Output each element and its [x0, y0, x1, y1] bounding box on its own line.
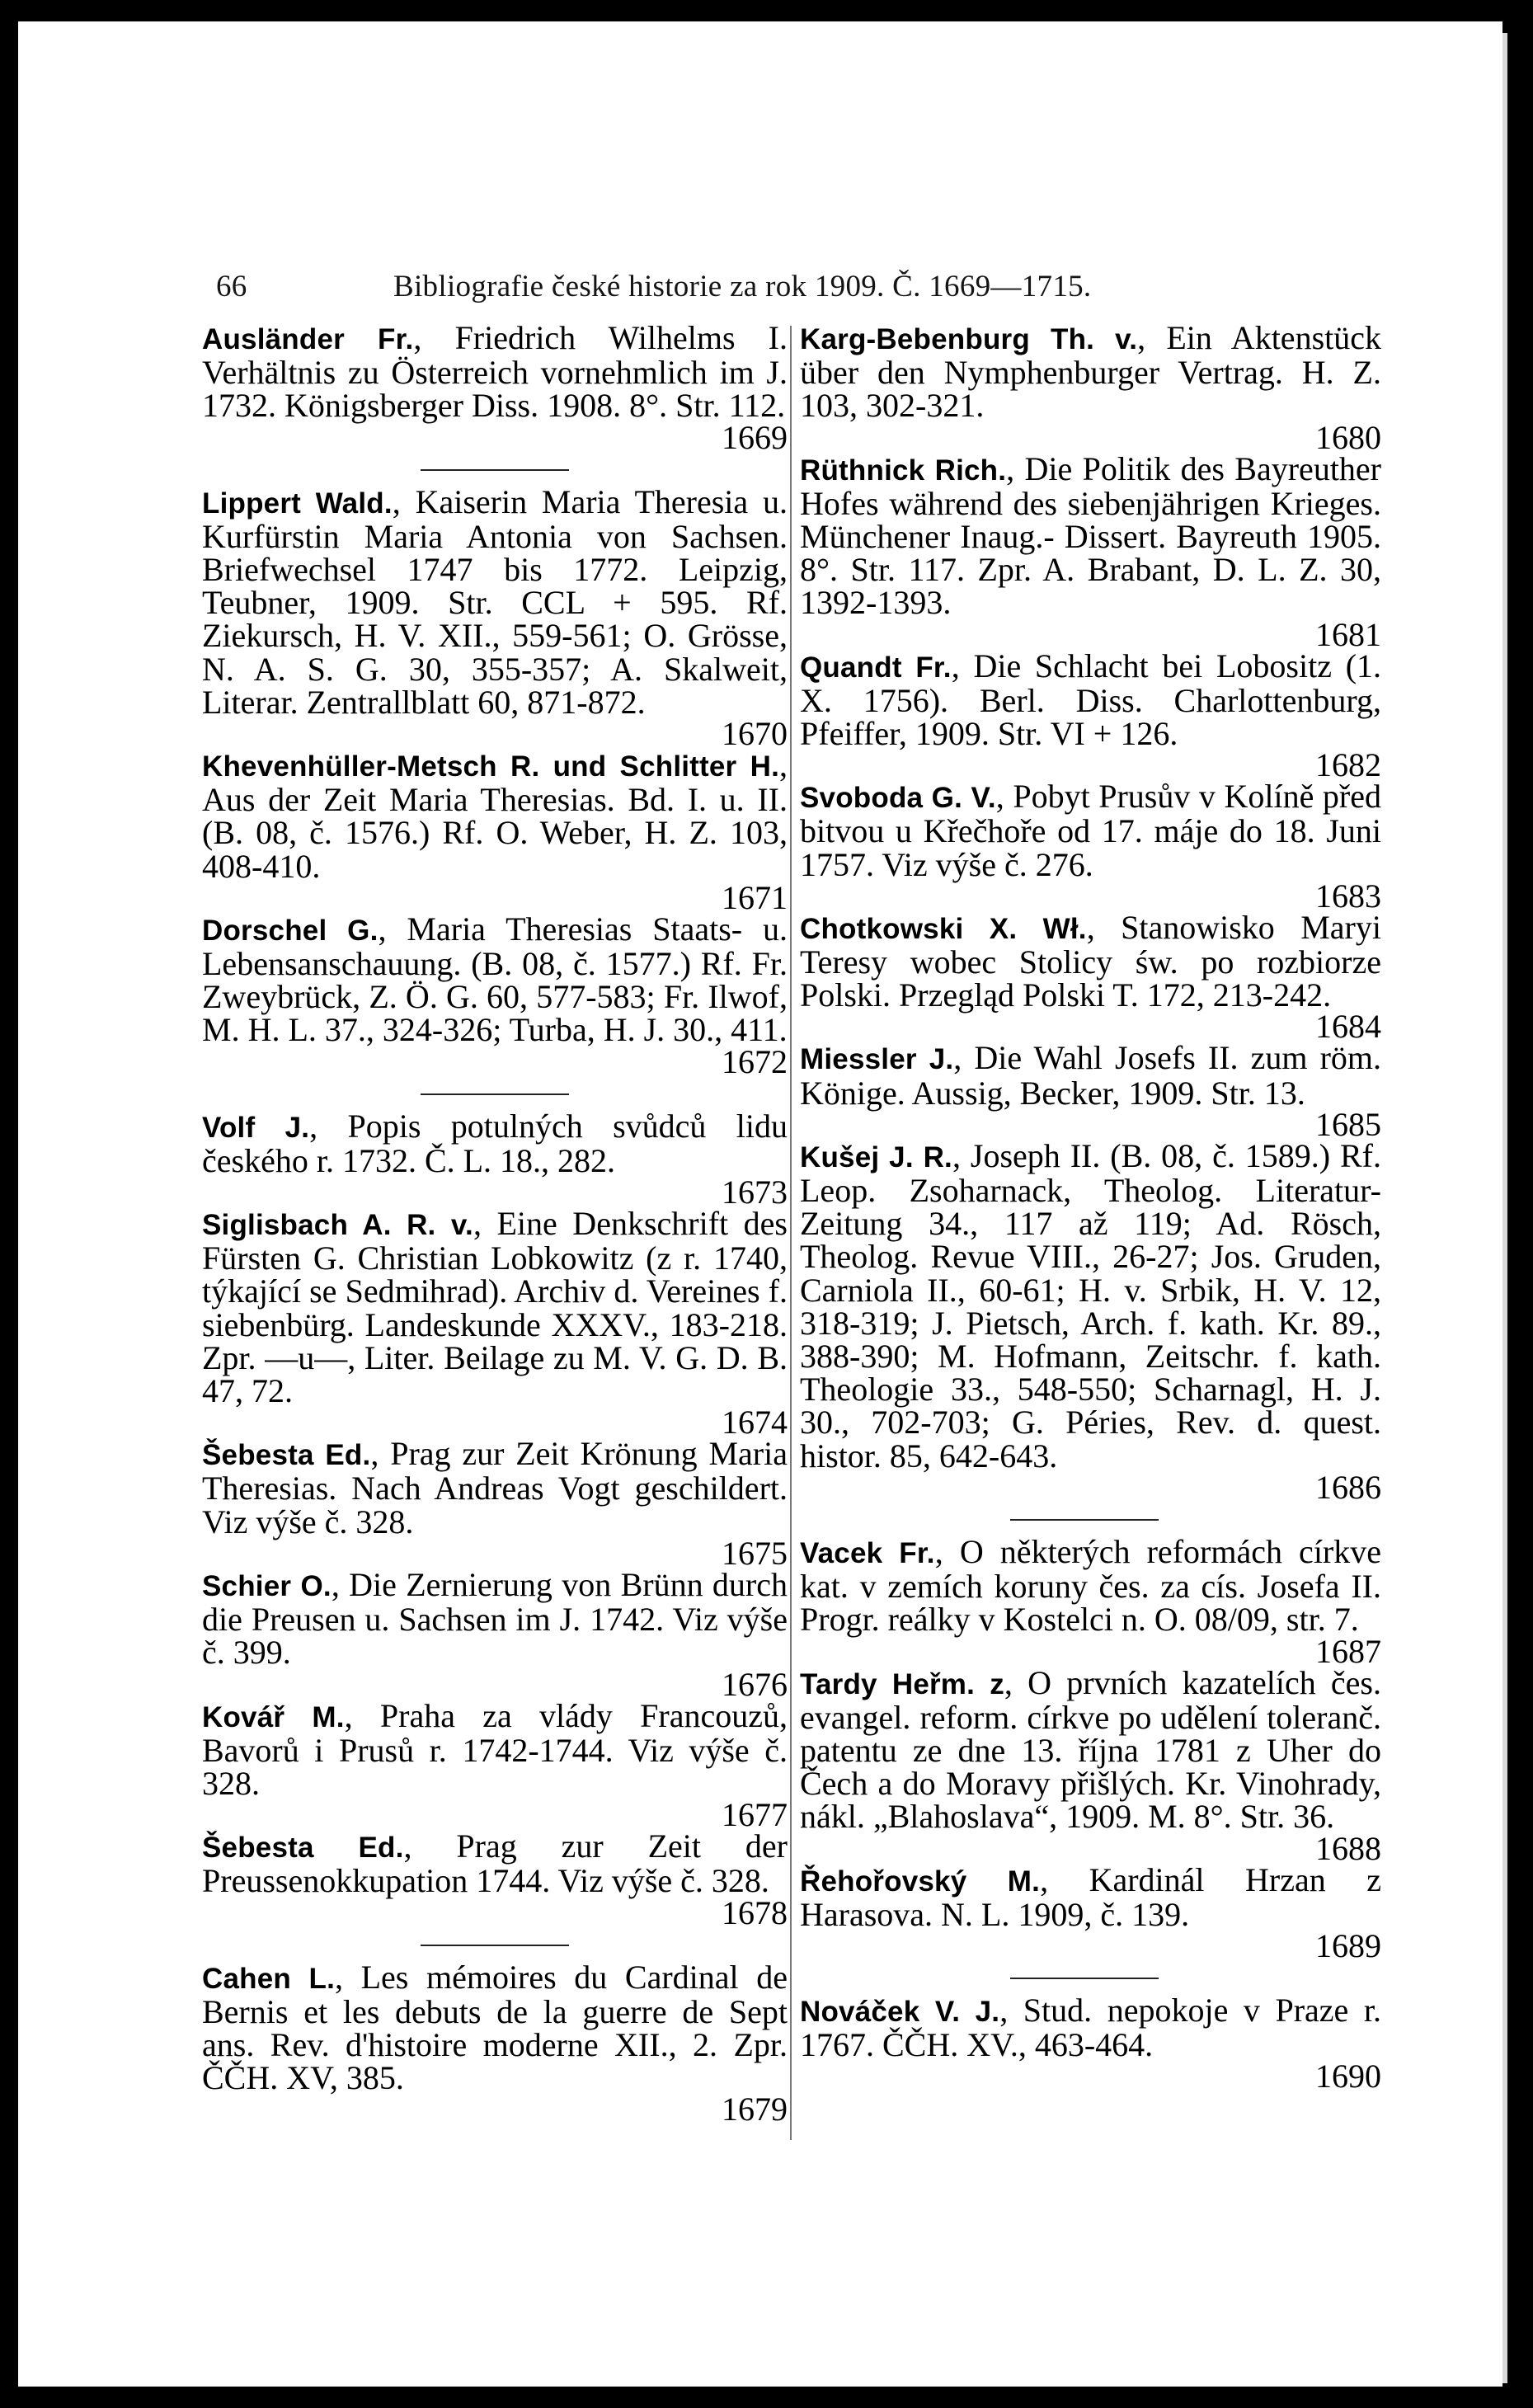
bibliography-entry: [800, 1136, 1381, 1506]
bibliography-entry: [202, 482, 788, 753]
entry-text: , Les mémoires du Cardinal de Bernis et les debuts de la guerre de Sept ans. Rev. d'histoire moderne XII., 2. Zpr. ČČH. XV, 385.: [202, 1958, 788, 2097]
bibliography-entry: [800, 1663, 1381, 1867]
entry-number: 1686: [1315, 1468, 1381, 1506]
entry-author: Chotkowski X. Wł.: [800, 912, 1087, 945]
entry-author: Schier O.: [202, 1569, 332, 1602]
entry-author: Ausländer Fr.: [202, 323, 414, 355]
entry-text: , Praha za vlády Francouzů, Bavorů i Prusů r. 1742-1744. Viz výše č. 328.: [202, 1696, 788, 1802]
bibliography-entry: [800, 1532, 1381, 1670]
entry-author: Siglisbach A. R. v.: [202, 1209, 473, 1242]
bibliography-entry: [202, 1696, 788, 1834]
entry-number: 1676: [722, 1665, 788, 1703]
entry-number: 1669: [722, 418, 788, 456]
bibliography-entry: [800, 647, 1382, 784]
column-rule: [790, 326, 792, 2140]
entry-author: Dorschel G.: [202, 914, 379, 947]
entry-number: 1677: [722, 1796, 788, 1834]
entry-text: , O prvních kazatelích čes. evangel. reform. církve po udělení toleranč. patentu ze dne 13. října 1781 z Uher do Čech a do Moravy přišlých. Kr. Vinohrady, nákl. „Blahoslava“, 1909. M. 8°. Str. 36.: [800, 1663, 1381, 1836]
entry-text: , Joseph II. (B. 08, č. 1589.) Rf. Leop. Zsoharnack, Theolog. Literatur-Zeitung 34., 117 až 119; Ad. Rösch, Theolog. Revue VIII., 26-27; Jos. Gruden, Carniola II., 60-61; H. v. Srbik, H. V. 12, 318-319; J. Pietsch, Arch. f. kath. Kr. 89., 388-390; M. Hofmann, Zeitschr. f. kath. Theologie 33., 548-550; Scharnagl, H. J. 30., 702-703; G. Péries, Rev. d. quest. histor. 85, 642-643.: [800, 1136, 1381, 1474]
entry-number: 1683: [1315, 877, 1381, 915]
entry-author: Svoboda G. V.: [800, 782, 996, 815]
running-title: Bibliografie české historie za rok 1909. Č. 1669—1715.: [393, 270, 1092, 303]
page-edge: [1502, 33, 1507, 2383]
entry-number: 1673: [722, 1173, 788, 1211]
entry-author: Šebesta Ed.: [202, 1439, 371, 1472]
entry-author: Volf J.: [202, 1111, 310, 1144]
bibliography-entry: [800, 319, 1381, 456]
entry-number: 1674: [722, 1404, 788, 1442]
bibliography-entry: [800, 1860, 1381, 1964]
entry-author: Quandt Fr.: [800, 651, 952, 684]
bibliography-entry: [202, 1205, 788, 1442]
entry-number: 1671: [722, 878, 788, 916]
entry-text: , Prag zur Zeit Krönung Maria Theresias. Nach Andreas Vogt geschildert. Viz výše č. 328.: [202, 1435, 788, 1540]
bibliography-entry: [800, 778, 1381, 915]
bibliography-entry: [800, 1039, 1381, 1143]
entry-author: Vacek Fr.: [800, 1536, 935, 1569]
entry-number: 1670: [722, 715, 788, 753]
bibliography-entry: [800, 908, 1381, 1046]
entry-author: Řehořovský M.: [800, 1865, 1041, 1898]
entry-author: Šebesta Ed.: [202, 1832, 404, 1865]
bibliography-entry: [202, 746, 788, 916]
entry-number: 1678: [722, 1893, 788, 1931]
entry-text: , Aus der Zeit Maria Theresias. Bd. I. u. II. (B. 08, č. 1576.) Rf. O. Weber, H. Z. 103, 408-410.: [202, 746, 788, 885]
entry-number: 1685: [1315, 1105, 1381, 1143]
section-separator: [800, 1503, 1381, 1536]
entry-number: 1690: [1315, 2058, 1381, 2095]
section-separator: [800, 1961, 1381, 1994]
entry-text: , Popis potulných svůdců lidu českého r. 1732. Č. L. 18., 282.: [202, 1107, 788, 1179]
section-separator: [202, 453, 788, 486]
entry-author: Karg-Bebenburg Th. v.: [800, 323, 1138, 355]
entry-text: , Maria Theresias Staats- u. Lebensanschauung. (B. 08, č. 1577.) Rf. Fr. Zweybrück, Z. Ö. G. 60, 577-583; Fr. Ilwof, M. H. L. 37., 324-326; Turba, H. J. 30., 411.: [202, 910, 788, 1049]
entry-text: , Ein Aktenstück über den Nymphenburger Vertrag. H. Z. 103, 302-321.: [800, 319, 1381, 425]
entry-number: 1672: [722, 1042, 788, 1080]
entry-author: Miessler J.: [800, 1043, 954, 1076]
bibliography-entry: [202, 1107, 788, 1211]
bibliography-entry: [202, 1435, 788, 1572]
entry-number: 1675: [722, 1534, 788, 1572]
entry-author: Tardy Heřm. z: [800, 1667, 1004, 1700]
bibliography-entry: [202, 319, 788, 456]
entry-author: Rüthnick Rich.: [800, 454, 1007, 487]
entry-number: 1682: [1315, 746, 1381, 784]
entry-number: 1687: [1315, 1632, 1381, 1670]
entry-author: Nováček V. J.: [800, 1995, 1000, 2028]
entry-author: Kovář M.: [202, 1700, 345, 1733]
right-column: [800, 319, 1382, 2095]
bibliography-entry: [800, 449, 1382, 653]
entry-text: , Kaiserin Maria Theresia u. Kurfürstin Maria Antonia von Sachsen. Briefwechsel 1747 bis 1772. Leipzig, Teubner, 1909. Str. CCL + 595. Rf. Ziekursch, H. V. XII., 559-561; O. Grösse, N. A. S. G. 30, 355-357; A. Skalweit, Literar. Zentrallblatt 60, 871-872.: [202, 482, 788, 721]
bibliography-entry: [800, 1991, 1381, 2095]
entry-text: , Kardinál Hrzan z Harasova. N. L. 1909, č. 139.: [800, 1860, 1381, 1933]
entry-number: 1684: [1315, 1008, 1381, 1046]
entry-text: , Friedrich Wilhelms I. Verhältnis zu Österreich vornehmlich im J. 1732. Königsberger Diss. 1908. 8°. Str. 112.: [202, 319, 788, 425]
page-number: 66: [216, 270, 247, 303]
section-separator: [202, 1077, 788, 1110]
entry-author: Kušej J. R.: [800, 1141, 952, 1173]
entry-text: , Prag zur Zeit der Preussenokkupation 1744. Viz výše č. 328.: [202, 1827, 788, 1900]
entry-text: , Stanowisko Maryi Teresy wobec Stolicy św. po rozbiorze Polski. Przegląd Polski T. 172, 213-242.: [800, 908, 1381, 1014]
entry-author: Cahen L.: [202, 1962, 335, 1995]
bibliography-entry: [202, 1565, 788, 1703]
entry-author: Khevenhüller-Metsch R. und Schlitter H.: [202, 750, 779, 783]
bibliography-entry: [202, 910, 788, 1080]
left-column: [202, 319, 788, 2128]
entry-text: , Die Zernierung von Brünn durch die Preusen u. Sachsen im J. 1742. Viz výše č. 399.: [202, 1565, 788, 1672]
entry-author: Lippert Wald.: [202, 487, 393, 520]
entry-text: , Die Schlacht bei Lobositz (1. X. 1756). Berl. Diss. Charlottenburg, Pfeiffer, 1909. Str. VI + 126.: [800, 647, 1382, 753]
entry-text: , Stud. nepokoje v Praze r. 1767. ČČH. XV., 463-464.: [800, 1991, 1381, 2064]
entry-text: , Die Wahl Josefs II. zum röm. Könige. Aussig, Becker, 1909. Str. 13.: [800, 1039, 1381, 1112]
section-separator: [202, 1928, 788, 1961]
entry-text: , Pobyt Prusův v Kolíně před bitvou u Křečhoře od 17. máje do 18. Juni 1757. Viz výše č. 276.: [800, 778, 1381, 883]
entry-text: , Die Politik des Bayreuther Hofes während des siebenjährigen Krieges. Münchener Inaug.- Dissert. Bayreuth 1905. 8°. Str. 117. Zpr. A. Brabant, D. L. Z. 30, 1392-1393.: [800, 449, 1382, 622]
bibliography-entry: [202, 1827, 788, 1931]
entry-text: , Eine Denkschrift des Fürsten G. Christian Lobkowitz (z r. 1740, týkající se Sedmihrad). Archiv d. Vereines f. siebenbürg. Landeskunde XXXV., 183-218. Zpr. —u—, Liter. Beilage zu M. V. G. D. B. 47, 72.: [202, 1205, 788, 1410]
entry-number: 1689: [1315, 1926, 1381, 1964]
entry-number: 1688: [1315, 1829, 1381, 1867]
entry-number: 1680: [1315, 418, 1381, 456]
entry-number: 1679: [722, 2091, 788, 2128]
entry-number: 1681: [1315, 615, 1381, 653]
entry-text: , O některých reformách církve kat. v zemích koruny čes. za cís. Josefa II. Progr. reálky v Kostelci n. O. 08/09, str. 7.: [800, 1532, 1381, 1639]
bibliography-entry: [202, 1958, 788, 2128]
